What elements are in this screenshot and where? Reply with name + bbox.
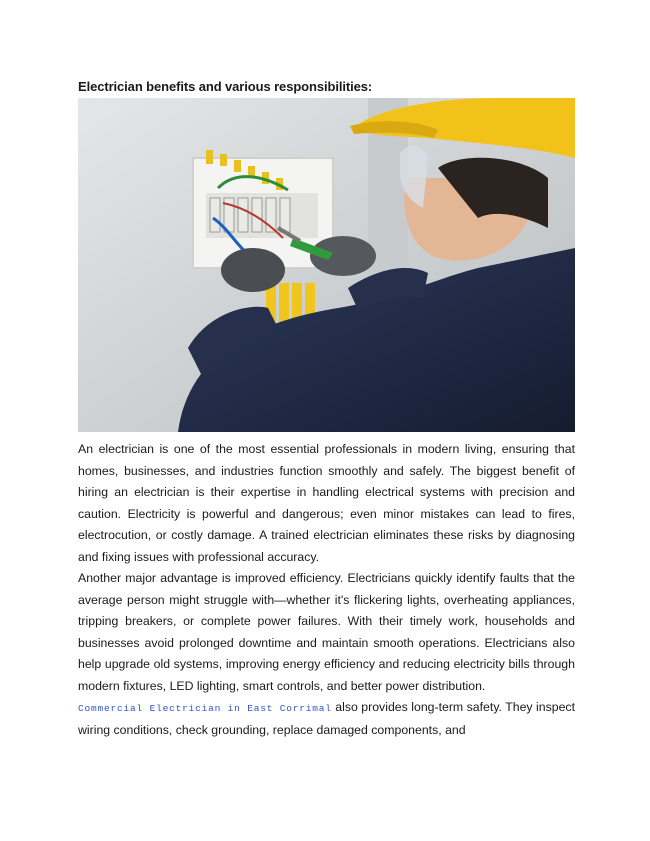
article-body <box>78 439 575 741</box>
paragraph-3-text: also provides long-term safety. They inspect wiring conditions, check grounding, replace damaged components, and <box>78 700 575 737</box>
paragraph-1: An electrician is one of the most essential professionals in modern living, ensuring that homes, businesses, and industries function smoothly and safely. The biggest benefit of hiring an electrician is their expertise in handling electrical systems with precision and caution. Electricity is powerful and dangerous; even minor mistakes can lead to fires, electrocution, or costly damage. A trained electrician eliminates these risks by diagnosing and fixing issues with professional accuracy. <box>78 442 575 564</box>
page-heading: Electrician benefits and various responsibilities: <box>78 79 373 94</box>
paragraph-2: Another major advantage is improved efficiency. Electricians quickly identify faults that the average person might struggle with—whether it's flickering lights, overheating appliances, tripping breakers, or complete power failures. With their timely work, households and businesses avoid prolonged downtime and maintain smooth operations. Electricians also help upgrade old systems, improving energy efficiency and reducing electricity bills through modern fixtures, LED lighting, smart controls, and better power distribution. <box>78 571 575 693</box>
electrician-photo <box>78 98 575 432</box>
paragraph-3 <box>78 697 575 741</box>
commercial-electrician-link[interactable]: Commercial Electrician in East Corrimal <box>78 703 332 714</box>
